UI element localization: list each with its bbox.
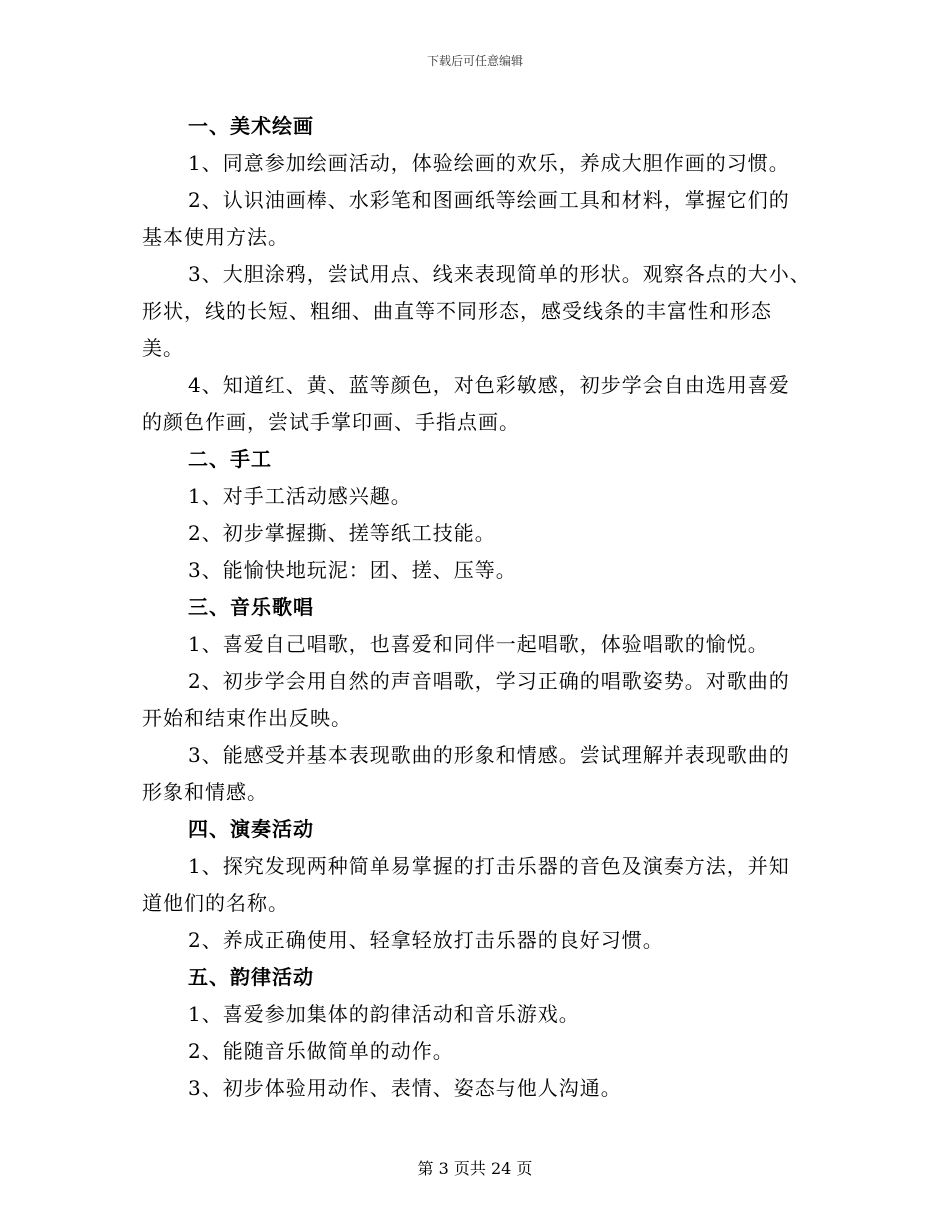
- paragraph-line: 形状，线的长短、粗细、曲直等不同形态，感受线条的丰富性和形态: [142, 299, 772, 323]
- paragraph-line: 4、知道红、黄、蓝等颜色，对色彩敏感，初步学会自由选用喜爱: [188, 373, 790, 397]
- paragraph-line: 形象和情感。: [142, 780, 268, 804]
- paragraph-line: 2、养成正确使用、轻拿轻放打击乐器的良好习惯。: [188, 928, 664, 952]
- paragraph-line: 3、初步体验用动作、表情、姿态与他人沟通。: [188, 1076, 622, 1100]
- paragraph-line: 的颜色作画，尝试手掌印画、手指点画。: [142, 410, 520, 434]
- paragraph-line: 1、喜爱参加集体的韵律活动和音乐游戏。: [188, 1002, 580, 1026]
- paragraph-line: 道他们的名称。: [142, 891, 289, 915]
- paragraph-line: 基本使用方法。: [142, 225, 289, 249]
- paragraph-line: 1、同意参加绘画活动，体验绘画的欢乐，养成大胆作画的习惯。: [188, 151, 790, 175]
- paragraph-line: 2、初步掌握撕、搓等纸工技能。: [188, 521, 496, 545]
- paragraph-line: 3、大胆涂鸦，尝试用点、线来表现简单的形状。观察各点的大小、: [188, 262, 811, 286]
- paragraph-line: 开始和结束作出反映。: [142, 706, 352, 730]
- paragraph-line: 1、对手工活动感兴趣。: [188, 484, 412, 508]
- section-heading: 四、演奏活动: [188, 817, 314, 841]
- paragraph-line: 3、能感受并基本表现歌曲的形象和情感。尝试理解并表现歌曲的: [188, 743, 790, 767]
- paragraph-line: 2、认识油画棒、水彩笔和图画纸等绘画工具和材料，掌握它们的: [188, 188, 790, 212]
- section-heading: 五、韵律活动: [188, 965, 314, 989]
- paragraph-line: 1、探究发现两种简单易掌握的打击乐器的音色及演奏方法，并知: [188, 854, 790, 878]
- paragraph-line: 美。: [142, 336, 184, 360]
- page-footer: 第 3 页共 24 页: [417, 1159, 533, 1178]
- paragraph-line: 2、初步学会用自然的声音唱歌，学习正确的唱歌姿势。对歌曲的: [188, 669, 790, 693]
- paragraph-line: 3、能愉快地玩泥：团、搓、压等。: [188, 558, 517, 582]
- document-body: [142, 108, 810, 1107]
- section-heading: 二、手工: [188, 447, 272, 471]
- section-heading: 三、音乐歌唱: [188, 595, 314, 619]
- paragraph-line: 2、能随音乐做简单的动作。: [188, 1039, 454, 1063]
- section-heading: 一、美术绘画: [188, 114, 314, 138]
- page-header: 下载后可任意编辑: [426, 54, 523, 68]
- paragraph-line: 1、喜爱自己唱歌，也喜爱和同伴一起唱歌，体验唱歌的愉悦。: [188, 632, 769, 656]
